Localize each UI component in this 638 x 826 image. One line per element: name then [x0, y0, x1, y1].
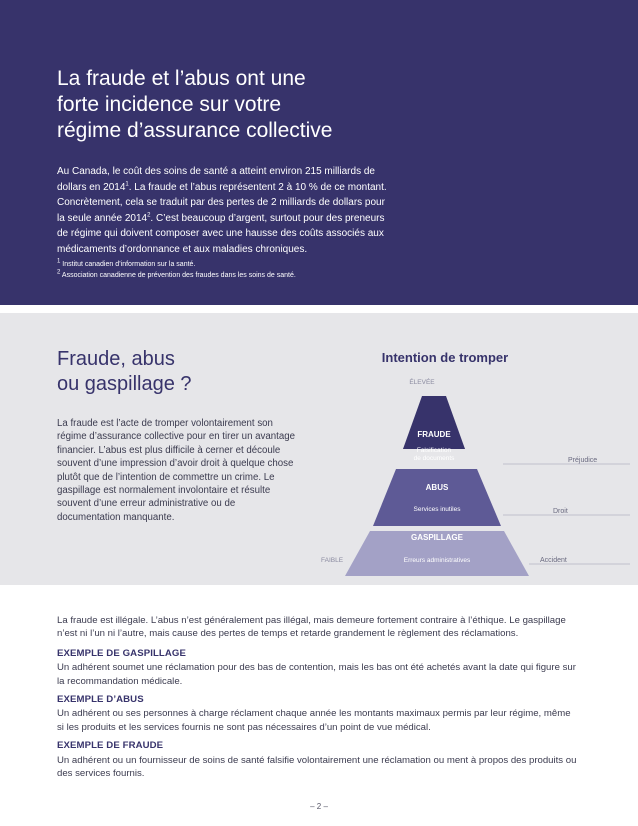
hero-title	[57, 66, 417, 144]
footnote-text: Institut canadien d’information sur la santé.	[62, 261, 196, 268]
example-heading-gaspillage: EXEMPLE DE GASPILLAGE	[57, 647, 186, 659]
pyramid-apex	[403, 396, 465, 449]
example-text-abus: Un adhérent ou ses personnes à charge réclament chaque année les montants maximaux permis par leur régime, même si les produits et les services fournis ne sont pas nécessaires d’un point de vue médical.	[57, 708, 571, 733]
side-label-droit: Droit	[553, 508, 568, 515]
example-text-fraude: Un adhérent ou un fournisseur de soins de santé falsifie volontairement une réclamation ou ment à propos des produits ou des services fournis.	[57, 754, 577, 780]
side-label-accident: Accident	[540, 557, 567, 564]
section-title-line: ou gaspillage ?	[57, 373, 192, 395]
level-sub-gaspillage: Erreurs administratives	[403, 557, 471, 564]
level-sub-fraude-2: de documents	[413, 455, 455, 462]
section-title	[57, 347, 192, 397]
footnote-ref-2: 2	[147, 212, 151, 219]
pyramid-title: Intention de tromper	[381, 350, 509, 365]
intro-text-part: . La fraude et l’abus représentent 2 à 10 % de ce montant. Concrètement, cela se traduit par des pertes de 2 milliards de dollars pour la seule année 2014	[57, 181, 387, 224]
level-sub-fraude-1: Falsification	[416, 447, 452, 454]
hero-title-line: forte incidence sur votre	[57, 93, 282, 116]
pyramid-level-abus	[373, 469, 501, 526]
hero-title-line: régime d’assurance collective	[57, 119, 333, 142]
fraud-abuse-waste-section	[0, 313, 638, 585]
footnote-number: 1	[57, 258, 61, 265]
footnote-number: 2	[57, 269, 61, 276]
footnotes	[57, 259, 296, 281]
pyramid-top-label: ÉLEVÉE	[409, 379, 435, 386]
examples-section	[57, 614, 577, 782]
example-heading-abus: EXEMPLE D’ABUS	[57, 694, 144, 706]
footnote-1	[57, 259, 296, 270]
level-label-abus: ABUS	[425, 483, 449, 492]
side-label-prejudice: Préjudice	[568, 457, 598, 464]
footnote-ref-1: 1	[125, 181, 129, 188]
level-sub-abus: Services inutiles	[413, 506, 461, 513]
footnote-text: Association canadienne de prévention des fraudes dans les soins de santé.	[61, 272, 296, 279]
pyramid-bottom-label: FAIBLE	[321, 557, 344, 564]
examples-lead: La fraude est illégale. L’abus n’est généralement pas illégal, mais demeure fortement contraire à l’éthique. Le gaspillage n’est ni l’un ni l’autre, mais cause des pertes de temps et retarde grandement le règlement des réclamations.	[57, 615, 566, 640]
hero-intro-paragraph	[57, 164, 387, 258]
hero-banner	[0, 0, 638, 305]
section-description: La fraude est l’acte de tromper volontairement son régime d’assurance collective pour en tirer un avantage financier. L’abus est plus difficile à cerner et découle souvent d’une impression d’avoir droit à quelque chose plutôt que de l’intention de commettre un crime. Le gaspillage est normalement involontaire et résulte souvent d’une erreur administrative ou de documentation manquante.	[57, 418, 296, 523]
level-label-fraude: FRAUDE	[417, 430, 451, 439]
section-title-line: Fraude, abus	[57, 348, 175, 370]
example-heading-fraude: EXEMPLE DE FRAUDE	[57, 740, 164, 752]
intro-text-part: Au Canada, le coût des soins de santé a atteint environ 215 milliards de dollars en 2014	[57, 166, 375, 193]
intro-text-part: . C’est beaucoup d’argent, surtout pour des preneurs de régime qui doivent composer avec une hausse des coûts associés aux médicaments d’ordonnance et aux maladies chroniques.	[57, 212, 385, 255]
example-text-gaspillage: Un adhérent soumet une réclamation pour des bas de contention, mais les bas ont été achetés avant la date qui figure sur la recommandation médicale.	[57, 662, 576, 687]
level-label-gaspillage: GASPILLAGE	[410, 533, 464, 542]
intent-pyramid-diagram	[300, 338, 630, 583]
footnote-2	[57, 270, 296, 281]
page-number: – 2 –	[310, 802, 328, 811]
hero-title-line: La fraude et l’abus ont une	[57, 67, 306, 90]
